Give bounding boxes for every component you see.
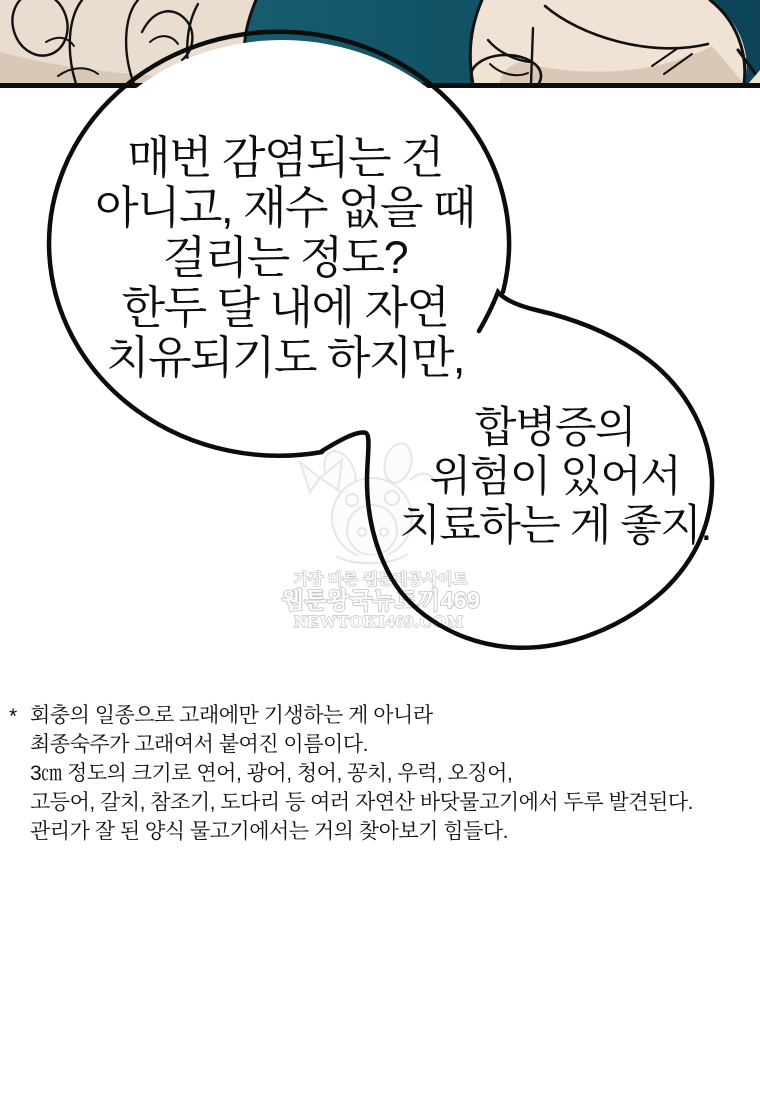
watermark-site-name: 웹툰왕국뉴토끼469: [281, 587, 481, 613]
footnote-line: 회충의 일종으로 고래에만 기생하는 게 아니라: [30, 704, 433, 727]
dialogue-line: 걸리는 정도?: [162, 232, 408, 283]
dialogue-line: 치유되기도 하지만,: [106, 332, 464, 383]
dialogue-line: 매번 감염되는 건: [127, 132, 443, 183]
speech-bubble-1-text: [62, 133, 508, 383]
watermark-domain: NEWTOKI469.COM: [293, 612, 465, 631]
dialogue-line: 한두 달 내에 자연: [121, 282, 449, 333]
footnote: [9, 701, 693, 846]
footnote-line: 최종숙주가 고래여서 붙여진 이름이다.: [30, 733, 368, 756]
dialogue-line: 치료하는 게 좋지.: [399, 502, 711, 550]
footnote-line: 고등어, 갈치, 참조기, 도다리 등 여러 자연산 바닷물고기에서 두루 발견된다.: [30, 791, 693, 814]
dialogue-line: 합병증의: [474, 404, 636, 452]
dialogue-line: 위험이 있어서: [429, 453, 681, 501]
site-watermark: [282, 570, 481, 631]
dialogue-line: 아니고, 재수 없을 때: [95, 182, 475, 233]
footnote-line: 관리가 잘 된 양식 물고기에서는 거의 찾아보기 힘들다.: [30, 820, 508, 843]
watermark-tagline: 가장 빠른 웹툰제공사이트: [293, 571, 469, 588]
right-hand-art: [470, 0, 760, 97]
footnote-line: 3㎝ 정도의 크기로 연어, 광어, 청어, 꽁치, 우럭, 오징어,: [30, 762, 513, 785]
speech-bubble-2-text: [398, 404, 712, 551]
footnote-marker: *: [9, 705, 17, 728]
